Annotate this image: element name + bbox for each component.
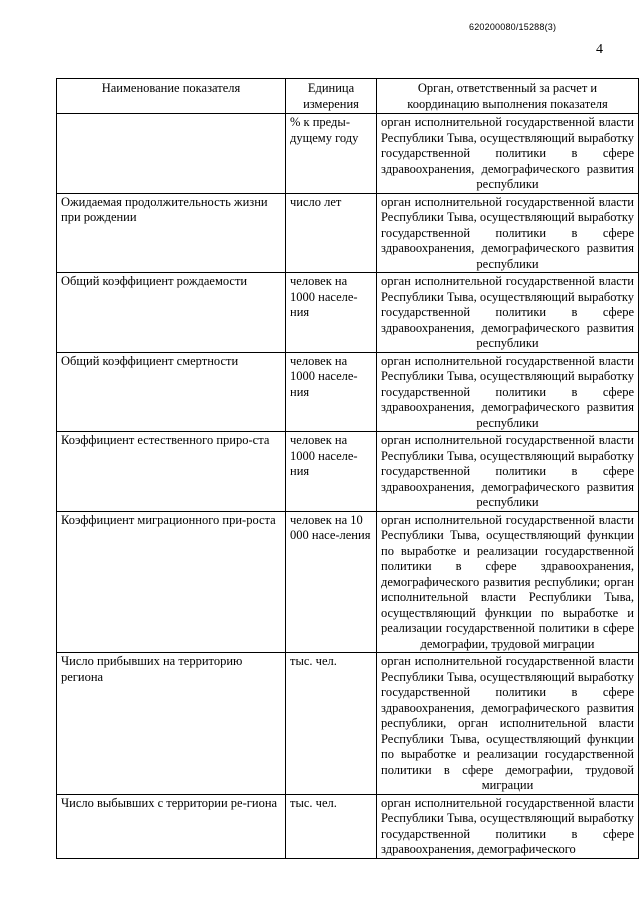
table-row xyxy=(57,193,639,273)
page-number: 4 xyxy=(596,42,603,57)
responsible-body-cell: орган исполнительной государственной власти Республики Тыва, осуществляющий выработку государственной политики в сфере здравоохранения, демографического xyxy=(377,794,639,858)
document-code: 620200080/15288(3) xyxy=(469,22,557,32)
responsible-body-cell: орган исполнительной государственной власти Республики Тыва, осуществляющий выработку государственной политики в сфере здравоохранения, демографического развития республики xyxy=(377,432,639,512)
header-indicator-name: Наименование показателя xyxy=(57,79,286,114)
table-row xyxy=(57,511,639,653)
table-row xyxy=(57,653,639,795)
indicator-name-cell: Число прибывших на территорию региона xyxy=(57,653,286,795)
table-row xyxy=(57,794,639,858)
unit-cell: тыс. чел. xyxy=(286,653,377,795)
indicator-name-cell: Коэффициент естественного приро-ста xyxy=(57,432,286,512)
indicator-name-cell xyxy=(57,114,286,194)
unit-cell: % к преды-дущему году xyxy=(286,114,377,194)
responsible-body-cell: орган исполнительной государственной власти Республики Тыва, осуществляющий выработку государственной политики в сфере здравоохранения, демографического развития республики xyxy=(377,273,639,353)
header-responsible-body: Орган, ответственный за расчет и координацию выполнения показателя xyxy=(377,79,639,114)
table-row xyxy=(57,352,639,432)
indicator-name-cell: Общий коэффициент рождаемости xyxy=(57,273,286,353)
unit-cell: человек на 1000 населе-ния xyxy=(286,432,377,512)
responsible-body-cell: орган исполнительной государственной власти Республики Тыва, осуществляющий выработку государственной политики в сфере здравоохранения, демографического развития республики, орган исполнительной власти Республики Тыва, осуществляющий функции по выработке и реализации государственной политики в сфере демографии, трудовой миграции xyxy=(377,653,639,795)
table-row xyxy=(57,432,639,512)
responsible-body-cell: орган исполнительной государственной власти Республики Тыва, осуществляющий выработку государственной политики в сфере здравоохранения, демографического развития республики xyxy=(377,352,639,432)
unit-cell: человек на 10 000 насе-ления xyxy=(286,511,377,653)
table-row xyxy=(57,273,639,353)
responsible-body-cell: орган исполнительной государственной власти Республики Тыва, осуществляющий выработку государственной политики в сфере здравоохранения, демографического развития республики xyxy=(377,193,639,273)
unit-cell: человек на 1000 населе-ния xyxy=(286,273,377,353)
unit-cell: тыс. чел. xyxy=(286,794,377,858)
header-unit: Единица измерения xyxy=(286,79,377,114)
table-row xyxy=(57,114,639,194)
indicator-name-cell: Общий коэффициент смертности xyxy=(57,352,286,432)
indicators-table xyxy=(56,78,639,859)
unit-cell: человек на 1000 населе-ния xyxy=(286,352,377,432)
indicator-name-cell: Число выбывших с территории ре-гиона xyxy=(57,794,286,858)
indicator-name-cell: Ожидаемая продолжительность жизни при рождении xyxy=(57,193,286,273)
table-header-row xyxy=(57,79,639,114)
unit-cell: число лет xyxy=(286,193,377,273)
indicator-name-cell: Коэффициент миграционного при-роста xyxy=(57,511,286,653)
responsible-body-cell: орган исполнительной государственной власти Республики Тыва, осуществляющий функции по выработке и реализации государственной политики в сфере здравоохранения, демографического развития республики; орган исполнительной власти Республики Тыва, осуществляющий функции по выработке и реализации государственной политики в сфере демографии, трудовой миграции xyxy=(377,511,639,653)
responsible-body-cell: орган исполнительной государственной власти Республики Тыва, осуществляющий выработку государственной политики в сфере здравоохранения, демографического развития республики xyxy=(377,114,639,194)
